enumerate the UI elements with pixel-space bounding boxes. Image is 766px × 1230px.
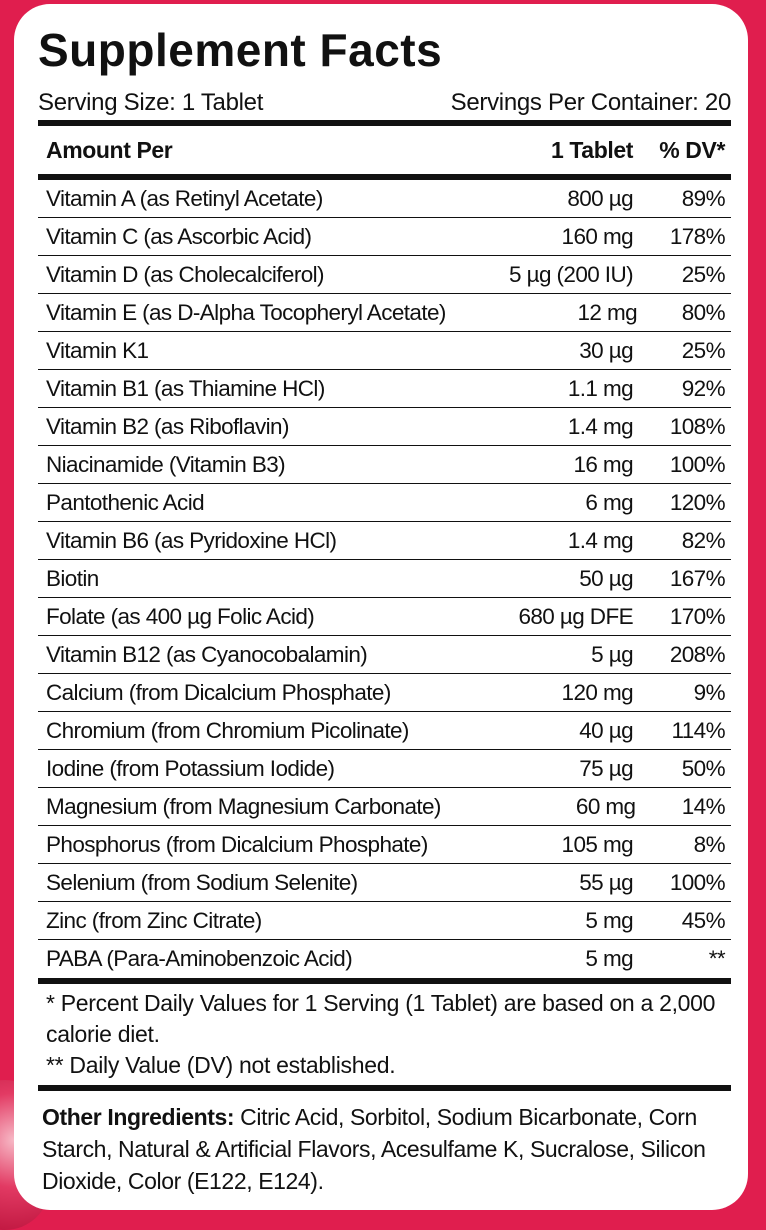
nutrient-amount: 1.4 mg	[567, 413, 633, 439]
nutrient-row	[38, 674, 731, 712]
nutrient-row	[38, 256, 731, 294]
nutrient-name: PABA (Para-Aminobenzoic Acid)	[46, 946, 353, 971]
nutrient-row	[38, 712, 731, 750]
nutrient-row	[38, 560, 731, 598]
nutrient-name: Vitamin C (as Ascorbic Acid)	[46, 223, 312, 249]
nutrient-amount: 40 µg	[579, 717, 633, 743]
nutrient-amount: 75 µg	[579, 755, 633, 781]
nutrient-amount: 12 mg	[577, 299, 638, 325]
nutrient-amount: 6 mg	[585, 489, 633, 515]
nutrient-name: Iodine (from Potassium Iodide)	[46, 755, 335, 781]
nutrient-amount: 55 µg	[579, 869, 633, 895]
nutrient-amount: 160 mg	[561, 223, 633, 249]
nutrient-row	[38, 522, 731, 560]
nutrient-name: Vitamin B6 (as Pyridoxine HCl)	[46, 527, 337, 553]
footnote-not-established: ** Daily Value (DV) not established.	[46, 1052, 396, 1078]
footnotes	[38, 984, 731, 1085]
nutrient-name: Chromium (from Chromium Picolinate)	[46, 717, 409, 743]
label-content	[38, 22, 731, 1197]
nutrient-name: Vitamin B12 (as Cyanocobalamin)	[46, 641, 368, 667]
nutrient-name: Magnesium (from Magnesium Carbonate)	[46, 793, 441, 819]
nutrient-name: Vitamin E (as D-Alpha Tocopheryl Acetate)	[46, 299, 446, 325]
nutrient-name: Niacinamide (Vitamin B3)	[46, 451, 286, 477]
nutrient-row	[38, 598, 731, 636]
nutrient-dv: 25%	[681, 337, 725, 363]
nutrient-amount: 5 mg	[585, 946, 633, 971]
nutrient-amount: 30 µg	[579, 337, 633, 363]
nutrient-row	[38, 826, 731, 864]
nutrient-row	[38, 902, 731, 940]
header-dv: % DV*	[659, 136, 725, 163]
nutrient-row	[38, 180, 731, 218]
nutrient-name: Folate (as 400 µg Folic Acid)	[46, 603, 315, 629]
nutrient-dv: 89%	[681, 185, 725, 211]
nutrient-dv: 9%	[693, 679, 725, 705]
nutrient-dv: 82%	[681, 527, 725, 553]
nutrient-row	[38, 864, 731, 902]
nutrient-amount: 5 mg	[585, 907, 633, 933]
nutrient-dv: 50%	[681, 755, 725, 781]
nutrient-amount: 16 mg	[573, 451, 633, 477]
nutrient-amount: 120 mg	[561, 679, 633, 705]
nutrient-dv: 8%	[693, 831, 725, 857]
table-header	[38, 126, 731, 174]
nutrient-row	[38, 332, 731, 370]
nutrient-row	[38, 446, 731, 484]
nutrient-dv: 100%	[669, 869, 725, 895]
nutrient-row	[38, 636, 731, 674]
nutrient-amount: 680 µg DFE	[518, 603, 633, 629]
other-ingredients-text: Citric Acid, Sorbitol, Sodium Bicarbonate, Corn Starch, Natural & Artificial Flavors, Acesulfame K, Sucralose, Silicon Dioxide, Color (E122, E124).	[42, 1104, 706, 1194]
servings-per-container: Servings Per Container: 20	[450, 89, 731, 116]
serving-info	[38, 86, 731, 120]
nutrient-row	[38, 370, 731, 408]
label-title: Supplement Facts	[38, 24, 443, 76]
footnote-dv: * Percent Daily Values for 1 Serving (1 Tablet) are based on a 2,000 calorie diet.	[46, 990, 716, 1047]
nutrient-dv: **	[708, 946, 725, 971]
nutrient-dv: 167%	[669, 565, 725, 591]
nutrient-amount: 800 µg	[567, 185, 633, 211]
nutrient-name: Vitamin D (as Cholecalciferol)	[46, 261, 324, 287]
nutrient-name: Vitamin A (as Retinyl Acetate)	[46, 185, 323, 211]
serving-size: Serving Size: 1 Tablet	[38, 89, 264, 116]
nutrient-name: Biotin	[46, 565, 99, 591]
nutrient-name: Calcium (from Dicalcium Phosphate)	[46, 679, 391, 705]
nutrient-name: Pantothenic Acid	[46, 489, 205, 515]
nutrient-dv: 80%	[681, 299, 725, 325]
nutrient-row	[38, 218, 731, 256]
header-amount-per: Amount Per	[46, 136, 173, 163]
supplement-facts-panel	[14, 4, 748, 1210]
other-ingredients-label: Other Ingredients:	[42, 1104, 235, 1130]
nutrient-amount: 60 mg	[575, 793, 636, 819]
nutrient-amount: 105 mg	[561, 831, 633, 857]
nutrient-row	[38, 750, 731, 788]
nutrient-name: Phosphorus (from Dicalcium Phosphate)	[46, 831, 428, 857]
nutrient-name: Selenium (from Sodium Selenite)	[46, 869, 358, 895]
nutrient-dv: 100%	[669, 451, 725, 477]
nutrient-amount: 5 µg (200 IU)	[509, 261, 633, 287]
nutrient-name: Vitamin B2 (as Riboflavin)	[46, 413, 289, 439]
nutrient-dv: 92%	[681, 375, 725, 401]
nutrient-dv: 120%	[669, 489, 725, 515]
nutrient-row	[38, 294, 731, 332]
nutrient-amount: 5 µg	[591, 641, 633, 667]
nutrient-amount: 50 µg	[579, 565, 633, 591]
nutrient-row	[38, 788, 731, 826]
nutrient-dv: 108%	[669, 413, 725, 439]
nutrient-dv: 114%	[671, 717, 725, 743]
nutrient-dv: 208%	[669, 641, 725, 667]
nutrient-dv: 178%	[669, 223, 725, 249]
header-per-tablet: 1 Tablet	[550, 136, 633, 163]
nutrient-amount: 1.4 mg	[567, 527, 633, 553]
nutrient-amount: 1.1 mg	[567, 375, 633, 401]
nutrient-name: Vitamin K1	[46, 337, 149, 363]
nutrient-table	[38, 180, 731, 978]
nutrient-row	[38, 940, 731, 978]
nutrient-name: Vitamin B1 (as Thiamine HCl)	[46, 375, 325, 401]
other-ingredients	[38, 1091, 731, 1197]
nutrient-name: Zinc (from Zinc Citrate)	[46, 907, 262, 933]
nutrient-row	[38, 484, 731, 522]
nutrient-row	[38, 408, 731, 446]
nutrient-dv: 170%	[669, 603, 725, 629]
nutrient-dv: 25%	[681, 261, 725, 287]
nutrient-dv: 45%	[681, 907, 725, 933]
nutrient-dv: 14%	[681, 793, 725, 819]
